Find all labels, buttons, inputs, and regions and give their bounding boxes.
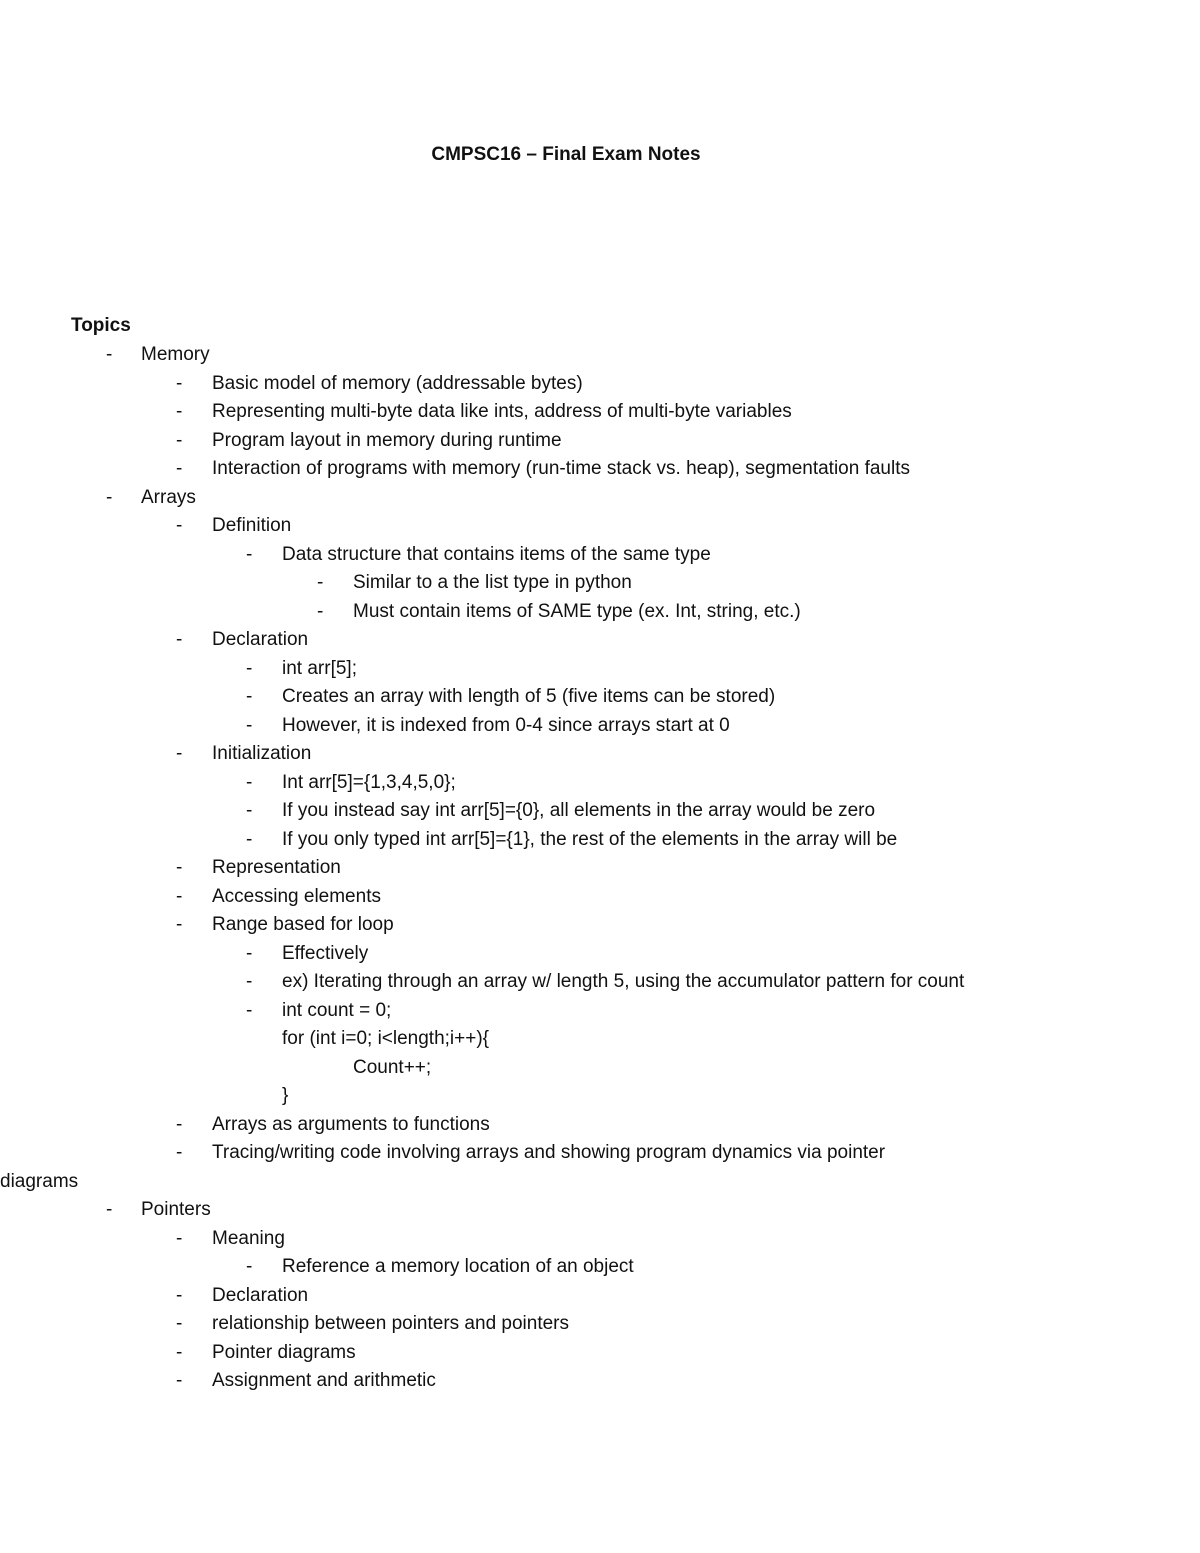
outline-item — [0, 370, 1200, 399]
outline-item-text: Tracing/writing code involving arrays and showing program dynamics via pointer — [212, 1142, 886, 1163]
outline-item — [0, 598, 1200, 627]
bullet-dash: - — [176, 629, 183, 650]
bullet-dash: - — [176, 515, 183, 536]
outline-item — [0, 769, 1200, 798]
outline-item-text: However, it is indexed from 0-4 since arrays start at 0 — [282, 714, 730, 736]
outline-item-text: diagrams — [0, 1170, 79, 1192]
outline-item — [0, 455, 1200, 484]
bullet-dash: - — [246, 828, 253, 850]
outline-item — [0, 712, 1200, 741]
outline-item-text: Effectively — [282, 942, 369, 964]
outline-item-text: Declaration — [212, 1284, 309, 1306]
outline-item-text: Must contain items of SAME type (ex. Int, string, etc.) — [353, 600, 801, 622]
bullet-dash: - — [106, 344, 113, 365]
outline-item-text: int count = 0; — [282, 999, 392, 1021]
outline-item-text: Interaction of programs with memory (run-time stack vs. heap), segmentation faults — [212, 458, 910, 479]
outline-item-text: ex) Iterating through an array w/ length 5, using the accumulator pattern for count — [282, 971, 965, 992]
outline-item-text: Memory — [141, 344, 210, 365]
outline-item — [0, 1111, 1200, 1140]
outline-item — [0, 1139, 1200, 1168]
outline-item-text: Pointer diagrams — [212, 1341, 356, 1363]
outline-item-text: Representation — [212, 857, 341, 878]
outline-item — [0, 883, 1200, 912]
outline-item-text: Definition — [212, 515, 292, 536]
outline-item — [0, 1253, 1200, 1282]
outline-item-text: Data structure that contains items of the same type — [282, 543, 711, 565]
outline-item-text: If you only typed int arr[5]={1}, the rest of the elements in the array will be — [282, 828, 898, 850]
outline-item-text: Accessing elements — [212, 885, 381, 907]
outline-item — [0, 655, 1200, 684]
outline-item — [0, 854, 1200, 883]
bullet-dash: - — [176, 401, 183, 422]
outline-item — [0, 968, 1200, 997]
outline-item — [0, 797, 1200, 826]
outline-item — [0, 512, 1200, 541]
outline-item-text: } — [282, 1085, 289, 1106]
bullet-dash: - — [176, 1341, 183, 1363]
bullet-dash: - — [106, 1199, 113, 1220]
outline-item-text: for (int i=0; i<length;i++){ — [282, 1028, 490, 1049]
outline-item-text: Initialization — [212, 743, 312, 764]
outline-item-text: Similar to a the list type in python — [353, 572, 632, 593]
outline-item-text: Reference a memory location of an object — [282, 1256, 634, 1277]
topics-outline — [0, 341, 1200, 1396]
outline-item-text: If you instead say int arr[5]={0}, all elements in the array would be zero — [282, 800, 876, 821]
outline-item-text: Range based for loop — [212, 914, 394, 935]
outline-item — [0, 997, 1200, 1026]
outline-item-text: Arrays as arguments to functions — [212, 1113, 490, 1135]
bullet-dash: - — [176, 885, 183, 907]
outline-item — [0, 1367, 1200, 1396]
outline-item-text: Creates an array with length of 5 (five items can be stored) — [282, 686, 776, 707]
bullet-dash: - — [246, 714, 253, 736]
outline-item-text: Meaning — [212, 1227, 285, 1249]
outline-item — [0, 541, 1200, 570]
outline-item — [0, 940, 1200, 969]
bullet-dash: - — [176, 1284, 183, 1306]
outline-continuation-line — [0, 1168, 1200, 1197]
bullet-dash: - — [176, 1113, 183, 1135]
outline-item — [0, 911, 1200, 940]
outline-item — [0, 398, 1200, 427]
bullet-dash: - — [317, 572, 324, 593]
bullet-dash: - — [246, 657, 253, 679]
bullet-dash: - — [246, 543, 253, 565]
outline-item — [0, 1310, 1200, 1339]
bullet-dash: - — [246, 800, 253, 821]
outline-item — [0, 484, 1200, 513]
outline-item — [0, 1282, 1200, 1311]
bullet-dash: - — [176, 458, 183, 479]
bullet-dash: - — [176, 1370, 183, 1391]
outline-item — [0, 341, 1200, 370]
outline-item-text: Assignment and arithmetic — [212, 1370, 436, 1391]
outline-item-text: relationship between pointers and pointers — [212, 1313, 570, 1334]
outline-item — [0, 1196, 1200, 1225]
outline-item-text: Count++; — [353, 1056, 432, 1078]
bullet-dash: - — [246, 1256, 253, 1277]
outline-item — [0, 569, 1200, 598]
outline-item — [0, 826, 1200, 855]
outline-item — [0, 427, 1200, 456]
bullet-dash: - — [176, 1227, 183, 1249]
outline-item — [0, 1339, 1200, 1368]
bullet-dash: - — [246, 686, 253, 707]
document-title: CMPSC16 – Final Exam Notes — [431, 144, 701, 165]
outline-item — [0, 740, 1200, 769]
bullet-dash: - — [176, 1313, 183, 1334]
outline-item-text: int arr[5]; — [282, 657, 357, 679]
bullet-dash: - — [176, 857, 183, 878]
bullet-dash: - — [176, 743, 183, 764]
bullet-dash: - — [246, 999, 253, 1021]
bullet-dash: - — [246, 942, 253, 964]
outline-item — [0, 626, 1200, 655]
outline-item — [0, 683, 1200, 712]
outline-item-text: Arrays — [141, 486, 196, 508]
outline-continuation-line — [0, 1054, 1200, 1083]
outline-continuation-line — [0, 1025, 1200, 1054]
bullet-dash: - — [317, 600, 324, 622]
section-heading-topics: Topics — [71, 315, 131, 336]
outline-item — [0, 1225, 1200, 1254]
bullet-dash: - — [176, 914, 183, 935]
outline-item-text: Basic model of memory (addressable bytes) — [212, 372, 583, 394]
outline-item-text: Representing multi-byte data like ints, address of multi-byte variables — [212, 401, 792, 422]
bullet-dash: - — [246, 971, 253, 992]
bullet-dash: - — [176, 429, 183, 451]
outline-item-text: Int arr[5]={1,3,4,5,0}; — [282, 771, 456, 793]
bullet-dash: - — [176, 1142, 183, 1163]
bullet-dash: - — [106, 486, 113, 508]
outline-continuation-line — [0, 1082, 1200, 1111]
outline-item-text: Pointers — [141, 1199, 211, 1220]
outline-item-text: Program layout in memory during runtime — [212, 429, 562, 451]
bullet-dash: - — [176, 372, 183, 394]
outline-item-text: Declaration — [212, 629, 309, 650]
bullet-dash: - — [246, 771, 253, 793]
